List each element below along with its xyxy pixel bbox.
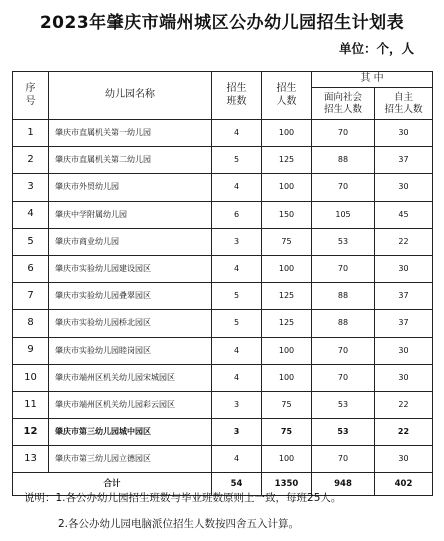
row-kindergarten-name: 肇庆市第三幼儿园城中园区 (49, 419, 212, 446)
header-people: 招生 人数 (262, 72, 312, 120)
row-self: 22 (375, 419, 433, 446)
page-title: 2023年肇庆市端州城区公办幼儿园招生计划表 (39, 13, 405, 33)
row-people: 75 (262, 228, 312, 255)
row-self: 30 (375, 446, 433, 473)
row-classes: 4 (212, 446, 262, 473)
table-row (13, 120, 433, 147)
table-row (13, 310, 433, 337)
row-classes: 5 (212, 283, 262, 310)
row-self: 37 (375, 310, 433, 337)
row-social: 70 (312, 364, 375, 391)
note-line-2: 2.各公办幼儿园电脑派位招生人数按四舍五入计算。 (58, 518, 300, 530)
total-self: 402 (375, 473, 433, 496)
enrollment-table (12, 71, 433, 496)
row-kindergarten-name: 肇庆市实验幼儿园睦岗园区 (49, 337, 212, 364)
row-people: 100 (262, 364, 312, 391)
row-classes: 3 (212, 228, 262, 255)
table-row (13, 255, 433, 282)
row-people: 75 (262, 391, 312, 418)
table-body (13, 120, 433, 496)
row-social: 88 (312, 147, 375, 174)
row-self: 30 (375, 337, 433, 364)
table-row (13, 201, 433, 228)
total-label: 合计 (13, 473, 212, 496)
header-index: 序 号 (13, 72, 49, 120)
row-self: 22 (375, 228, 433, 255)
row-classes: 3 (212, 419, 262, 446)
row-classes: 6 (212, 201, 262, 228)
row-people: 75 (262, 419, 312, 446)
table-row (13, 147, 433, 174)
row-people: 150 (262, 201, 312, 228)
table-row (13, 364, 433, 391)
row-people: 125 (262, 147, 312, 174)
row-kindergarten-name: 肇庆市商业幼儿园 (49, 228, 212, 255)
table-row (13, 337, 433, 364)
table-row (13, 446, 433, 473)
row-self: 30 (375, 364, 433, 391)
row-kindergarten-name: 肇庆市直属机关第一幼儿园 (49, 120, 212, 147)
row-index: 3 (13, 174, 49, 201)
row-self: 22 (375, 391, 433, 418)
row-index: 11 (13, 391, 49, 418)
unit-label: 单位：个，人 (338, 41, 414, 56)
row-classes: 5 (212, 310, 262, 337)
row-kindergarten-name: 肇庆市实验幼儿园叠翠园区 (49, 283, 212, 310)
row-index: 7 (13, 283, 49, 310)
row-social: 53 (312, 419, 375, 446)
row-people: 100 (262, 446, 312, 473)
row-index: 1 (13, 120, 49, 147)
row-classes: 4 (212, 120, 262, 147)
row-self: 30 (375, 174, 433, 201)
row-people: 100 (262, 120, 312, 147)
row-self: 30 (375, 255, 433, 282)
row-kindergarten-name: 肇庆市端州区机关幼儿园宋城园区 (49, 364, 212, 391)
total-people: 1350 (262, 473, 312, 496)
row-people: 100 (262, 174, 312, 201)
row-classes: 4 (212, 174, 262, 201)
row-kindergarten-name: 肇庆市直属机关第二幼儿园 (49, 147, 212, 174)
row-people: 100 (262, 255, 312, 282)
row-social: 88 (312, 283, 375, 310)
row-social: 53 (312, 391, 375, 418)
table-row (13, 391, 433, 418)
header-classes: 招生 班数 (212, 72, 262, 120)
row-classes: 3 (212, 391, 262, 418)
row-social: 70 (312, 120, 375, 147)
table-row (13, 228, 433, 255)
table-row (13, 174, 433, 201)
row-classes: 4 (212, 255, 262, 282)
row-classes: 5 (212, 147, 262, 174)
total-social: 948 (312, 473, 375, 496)
note-line-1: 说明：1.各公办幼儿园招生班数与毕业班数原则上一致，每班25人。 (24, 492, 342, 504)
row-kindergarten-name: 肇庆中学附属幼儿园 (49, 201, 212, 228)
row-classes: 4 (212, 364, 262, 391)
row-classes: 4 (212, 337, 262, 364)
row-social: 88 (312, 310, 375, 337)
row-social: 70 (312, 174, 375, 201)
row-index: 4 (13, 201, 49, 228)
row-social: 70 (312, 337, 375, 364)
row-index: 12 (13, 419, 49, 446)
row-index: 9 (13, 337, 49, 364)
row-kindergarten-name: 肇庆市外贸幼儿园 (49, 174, 212, 201)
row-index: 10 (13, 364, 49, 391)
header-name: 幼儿园名称 (49, 72, 212, 120)
row-self: 37 (375, 283, 433, 310)
row-self: 30 (375, 120, 433, 147)
row-kindergarten-name: 肇庆市第三幼儿园立德园区 (49, 446, 212, 473)
row-kindergarten-name: 肇庆市端州区机关幼儿园彩云园区 (49, 391, 212, 418)
row-kindergarten-name: 肇庆市实验幼儿园建设园区 (49, 255, 212, 282)
table-row (13, 283, 433, 310)
row-people: 125 (262, 310, 312, 337)
row-index: 6 (13, 255, 49, 282)
total-classes: 54 (212, 473, 262, 496)
row-self: 37 (375, 147, 433, 174)
row-index: 2 (13, 147, 49, 174)
row-social: 105 (312, 201, 375, 228)
row-self: 45 (375, 201, 433, 228)
row-social: 70 (312, 255, 375, 282)
row-people: 125 (262, 283, 312, 310)
row-people: 100 (262, 337, 312, 364)
row-index: 8 (13, 310, 49, 337)
table-row (13, 419, 433, 446)
header-self: 自主 招生人数 (375, 88, 433, 120)
header-among: 其 中 (312, 72, 433, 88)
header-social: 面向社会 招生人数 (312, 88, 375, 120)
row-social: 53 (312, 228, 375, 255)
row-social: 70 (312, 446, 375, 473)
row-index: 13 (13, 446, 49, 473)
row-index: 5 (13, 228, 49, 255)
row-kindergarten-name: 肇庆市实验幼儿园桥北园区 (49, 310, 212, 337)
